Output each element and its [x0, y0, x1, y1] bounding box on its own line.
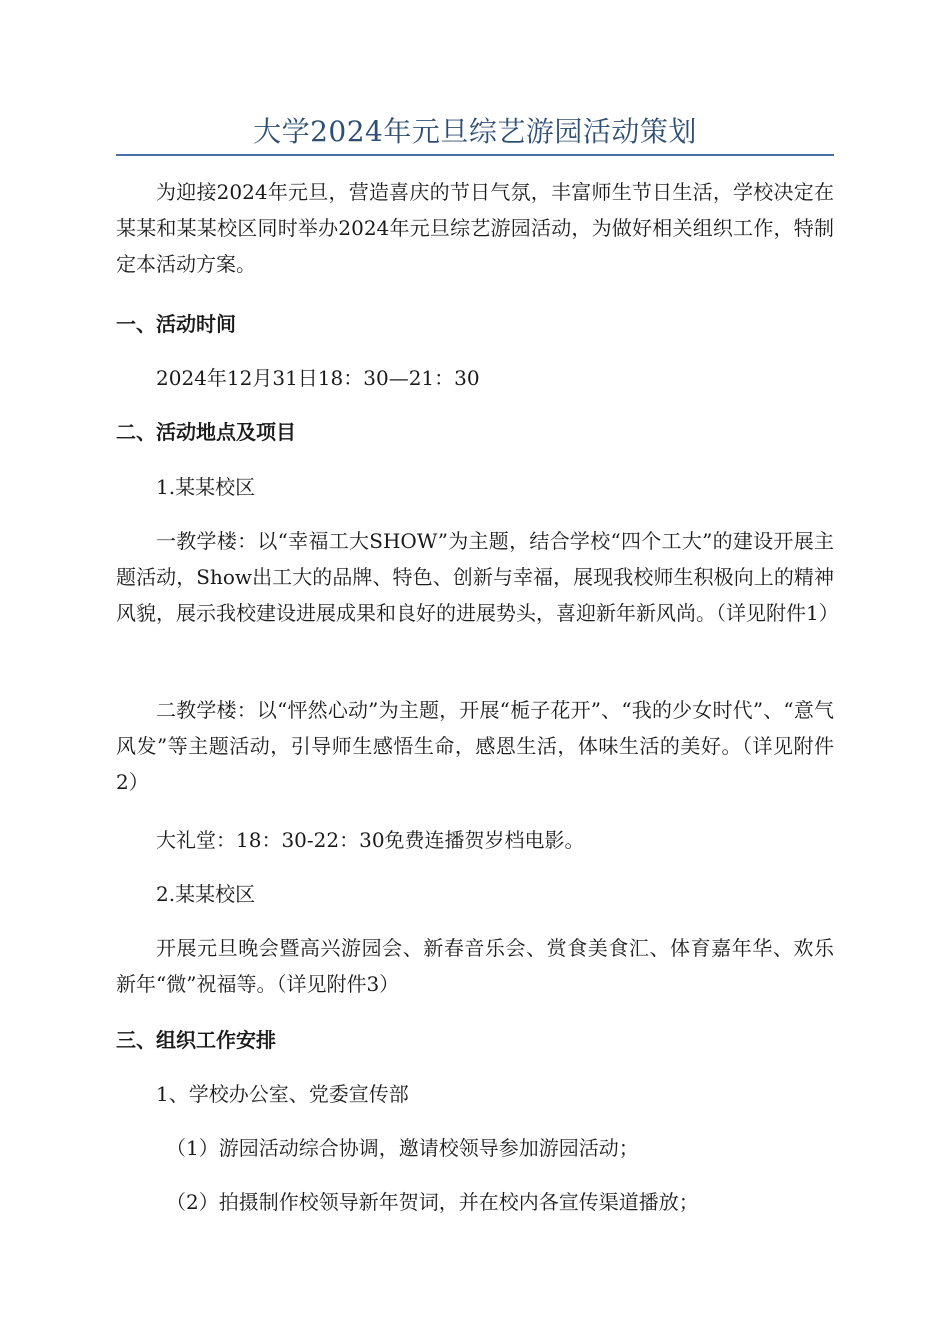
building2-paragraph: 二教学楼：以“怦然心动”为主题，开展“栀子花开”、“我的少女时代”、“意气风发”等主题活动，引导师生感悟生命，感恩生活，体味生活的美好。（详见附件2）	[116, 698, 834, 794]
auditorium-paragraph: 大礼堂：18：30-22：30免费连播贺岁档电影。	[156, 828, 585, 852]
intro-paragraph: 为迎接2024年元旦，营造喜庆的节日气氛，丰富师生节日生活，学校决定在某某和某某校区同时举办2024年元旦综艺游园活动，为做好相关组织工作，特制定本活动方案。	[116, 180, 834, 276]
activity-time: 2024年12月31日18：30—21：30	[156, 366, 480, 390]
title-underline	[116, 154, 834, 156]
org-subitem-1: （1）游园活动综合协调，邀请校领导参加游园活动；	[166, 1136, 639, 1160]
section-heading-organization: 三、组织工作安排	[116, 1028, 276, 1052]
org-item1-label: 1、学校办公室、党委宣传部	[156, 1082, 409, 1106]
section-heading-location: 二、活动地点及项目	[116, 420, 296, 444]
campus2-label: 2.某某校区	[156, 882, 256, 906]
campus2-paragraph: 开展元旦晚会暨高兴游园会、新春音乐会、赏食美食汇、体育嘉年华、欢乐新年“微”祝福等。（详见附件3）	[116, 936, 834, 996]
section-heading-time: 一、活动时间	[116, 312, 236, 336]
building1-paragraph: 一教学楼：以“幸福工大SHOW”为主题，结合学校“四个工大”的建设开展主题活动，Show出工大的品牌、特色、创新与幸福，展现我校师生积极向上的精神风貌，展示我校建设进展成果和良好的进展势头，喜迎新年新风尚。（详见附件1）	[116, 529, 839, 625]
document-title: 大学2024年元旦综艺游园活动策划	[253, 115, 697, 148]
campus1-label: 1.某某校区	[156, 475, 256, 499]
org-subitem-2: （2）拍摄制作校领导新年贺词，并在校内各宣传渠道播放；	[166, 1190, 699, 1214]
